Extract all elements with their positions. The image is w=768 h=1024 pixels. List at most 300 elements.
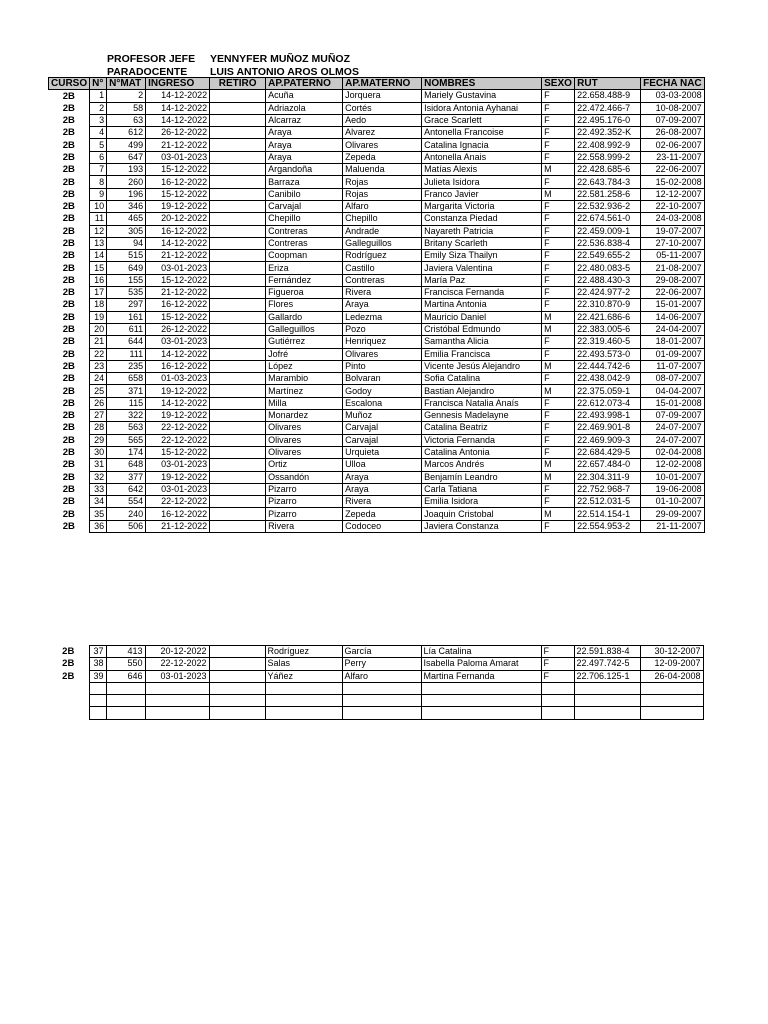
cell-fecha-nac: 10-08-2007 (641, 102, 705, 114)
cell-matricula: 648 (107, 459, 146, 471)
cell-curso: 2B (62, 176, 75, 188)
cell-ap-paterno: Gallardo (266, 311, 343, 323)
cell-numero: 25 (90, 385, 107, 397)
cell-ap-materno: Castillo (343, 262, 422, 274)
cell-retiro (210, 336, 266, 348)
cell-fecha-nac: 15-02-2008 (641, 176, 705, 188)
cell-rut: 22.706.125-1 (574, 670, 640, 682)
cell-fecha-nac: 22-10-2007 (641, 200, 705, 212)
cell-fecha-nac: 12-12-2007 (641, 188, 705, 200)
cell-ingreso: 26-12-2022 (146, 127, 210, 139)
cell-curso: 2B (62, 410, 75, 422)
cell-ap-materno: Escalona (343, 397, 422, 409)
cell-rut: 22.459.009-1 (575, 225, 641, 237)
cell-ingreso: 22-12-2022 (146, 434, 210, 446)
cell-ap-materno: Bolvaran (343, 373, 422, 385)
cell-numero (89, 707, 106, 719)
cell-nombres: Nayareth Patricia (422, 225, 542, 237)
cell-matricula (106, 695, 145, 707)
table-row (49, 385, 705, 397)
cell-rut: 22.480.083-5 (575, 262, 641, 274)
cell-ingreso: 21-12-2022 (146, 250, 210, 262)
cell-fecha-nac: 19-07-2007 (641, 225, 705, 237)
cell-curso (48, 707, 89, 719)
cell-retiro (210, 176, 266, 188)
cell-curso: 2B (62, 164, 75, 176)
cell-sexo: M (542, 459, 575, 471)
cell-ingreso: 15-12-2022 (146, 311, 210, 323)
cell-nombres: Marcos Andrés (422, 459, 542, 471)
cell-matricula: 658 (107, 373, 146, 385)
cell-fecha-nac: 30-12-2007 (640, 646, 703, 658)
cell-fecha-nac: 07-09-2007 (641, 410, 705, 422)
cell-rut: 22.319.460-5 (575, 336, 641, 348)
cell-ap-materno: Godoy (343, 385, 422, 397)
cell-curso: 2B (62, 508, 75, 520)
cell-sexo: F (542, 410, 575, 422)
cell-numero: 9 (90, 188, 107, 200)
cell-matricula: 94 (107, 237, 146, 249)
table-row (49, 237, 705, 249)
cell-fecha-nac: 21-11-2007 (641, 520, 705, 532)
table-row (49, 213, 705, 225)
cell-retiro (210, 237, 266, 249)
table-row (49, 262, 705, 274)
cell-numero: 38 (89, 658, 106, 670)
table-row (48, 646, 703, 658)
cell-fecha-nac: 15-01-2007 (641, 299, 705, 311)
cell-fecha-nac: 19-06-2008 (641, 483, 705, 495)
col-header-fecha-nac: FECHA NAC (641, 78, 705, 90)
cell-ap-materno: Rivera (343, 496, 422, 508)
cell-curso: 2B (62, 447, 75, 459)
cell-ap-paterno (265, 707, 342, 719)
cell-sexo: M (542, 360, 575, 372)
cell-matricula: 260 (107, 176, 146, 188)
cell-sexo: F (542, 262, 575, 274)
cell-numero: 4 (90, 127, 107, 139)
cell-ingreso: 22-12-2022 (145, 658, 209, 670)
cell-nombres: Cristóbal Edmundo (422, 323, 542, 335)
cell-rut: 22.469.901-8 (575, 422, 641, 434)
table-row (49, 90, 705, 102)
cell-sexo: F (542, 287, 575, 299)
cell-nombres: Grace Scarlett (422, 114, 542, 126)
cell-ap-paterno: Araya (266, 151, 343, 163)
cell-ap-materno (342, 682, 421, 694)
cell-ap-materno: Muñoz (343, 410, 422, 422)
cell-ingreso: 26-12-2022 (146, 323, 210, 335)
table-header-row (49, 78, 705, 90)
paradocente-name: LUIS ANTONIO AROS OLMOS (210, 66, 359, 78)
cell-matricula: 515 (107, 250, 146, 262)
cell-numero: 28 (90, 422, 107, 434)
cell-ap-materno: Alfaro (342, 670, 421, 682)
cell-numero: 19 (90, 311, 107, 323)
cell-ingreso: 20-12-2022 (145, 646, 209, 658)
cell-rut: 22.408.992-9 (575, 139, 641, 151)
cell-ingreso: 16-12-2022 (146, 508, 210, 520)
cell-ap-materno: Carvajal (343, 434, 422, 446)
cell-nombres: Emilia Francisca (422, 348, 542, 360)
cell-ap-materno: Rodríguez (343, 250, 422, 262)
cell-nombres: Isidora Antonia Ayhanai (422, 102, 542, 114)
table-row (49, 410, 705, 422)
cell-sexo: F (542, 373, 575, 385)
cell-ap-paterno: Pizarro (266, 508, 343, 520)
cell-ap-materno: Araya (343, 471, 422, 483)
cell-sexo: M (542, 323, 575, 335)
cell-retiro (210, 508, 266, 520)
cell-ap-materno: Ledezma (343, 311, 422, 323)
cell-ap-materno: Jorquera (343, 90, 422, 102)
cell-rut: 22.674.561-0 (575, 213, 641, 225)
cell-rut: 22.581.258-6 (575, 188, 641, 200)
cell-sexo: F (542, 520, 575, 532)
cell-nombres: Bastian Alejandro (422, 385, 542, 397)
table-row (49, 397, 705, 409)
cell-rut: 22.558.999-2 (575, 151, 641, 163)
cell-retiro (210, 151, 266, 163)
cell-rut: 22.493.573-0 (575, 348, 641, 360)
cell-fecha-nac: 12-09-2007 (640, 658, 703, 670)
cell-fecha-nac: 14-06-2007 (641, 311, 705, 323)
col-header-ap-materno: AP.MATERNO (343, 78, 422, 90)
cell-retiro (209, 658, 265, 670)
cell-sexo: F (542, 483, 575, 495)
cell-retiro (210, 213, 266, 225)
cell-ap-paterno: Flores (266, 299, 343, 311)
table-row (49, 164, 705, 176)
cell-nombres: Vicente Jesús Alejandro (422, 360, 542, 372)
cell-rut: 22.492.352-K (575, 127, 641, 139)
cell-fecha-nac: 15-01-2008 (641, 397, 705, 409)
cell-rut: 22.514.154-1 (575, 508, 641, 520)
cell-matricula: 174 (107, 446, 146, 458)
cell-ingreso: 15-12-2022 (146, 446, 210, 458)
cell-curso: 2B (62, 471, 75, 483)
cell-retiro (210, 262, 266, 274)
cell-sexo (541, 707, 574, 719)
cell-numero: 23 (90, 360, 107, 372)
cell-ap-materno: Aedo (343, 114, 422, 126)
cell-retiro (210, 520, 266, 532)
cell-fecha-nac: 22-06-2007 (641, 287, 705, 299)
cell-ap-materno: Rojas (343, 176, 422, 188)
cell-sexo: M (542, 188, 575, 200)
cell-sexo: M (542, 385, 575, 397)
cell-ingreso: 03-01-2023 (146, 459, 210, 471)
cell-matricula: 196 (107, 188, 146, 200)
cell-matricula: 535 (107, 287, 146, 299)
cell-ap-materno: Olivares (343, 348, 422, 360)
cell-nombres: Javiera Valentina (422, 262, 542, 274)
cell-ap-paterno: Araya (266, 127, 343, 139)
cell-rut: 22.438.042-9 (575, 373, 641, 385)
cell-nombres: Benjamín Leandro (422, 471, 542, 483)
cell-ap-materno: Araya (343, 483, 422, 495)
cell-retiro (210, 250, 266, 262)
cell-matricula: 563 (107, 422, 146, 434)
cell-matricula: 322 (107, 410, 146, 422)
cell-sexo: F (541, 670, 574, 682)
cell-sexo: F (542, 213, 575, 225)
cell-nombres: Franco Javier (422, 188, 542, 200)
cell-sexo: F (542, 434, 575, 446)
table-row (48, 670, 703, 682)
col-header-ap-paterno: AP.PATERNO (266, 78, 343, 90)
cell-retiro (210, 422, 266, 434)
cell-matricula: 506 (107, 520, 146, 532)
profesor-jefe-label: PROFESOR JEFE (107, 53, 196, 65)
cell-ingreso: 14-12-2022 (146, 102, 210, 114)
cell-numero: 16 (90, 274, 107, 286)
cell-matricula: 161 (107, 311, 146, 323)
cell-sexo: F (542, 139, 575, 151)
cell-retiro (210, 164, 266, 176)
cell-retiro (210, 311, 266, 323)
cell-retiro (210, 483, 266, 495)
cell-ap-paterno: Olivares (266, 422, 343, 434)
cell-numero: 34 (90, 496, 107, 508)
cell-ingreso: 14-12-2022 (146, 397, 210, 409)
table-row (49, 496, 705, 508)
cell-sexo: F (542, 151, 575, 163)
cell-ap-materno: Pozo (343, 323, 422, 335)
cell-curso: 2B (62, 151, 75, 163)
cell-rut: 22.488.430-3 (575, 274, 641, 286)
col-header-retiro: RETIRO (210, 78, 266, 90)
cell-matricula: 371 (107, 385, 146, 397)
cell-curso: 2B (62, 299, 75, 311)
cell-matricula: 642 (107, 483, 146, 495)
cell-ingreso: 01-03-2023 (146, 373, 210, 385)
table-row (49, 336, 705, 348)
table-row (49, 323, 705, 335)
cell-ap-paterno (265, 695, 342, 707)
cell-ap-materno: Alfaro (343, 200, 422, 212)
cell-matricula: 644 (107, 336, 146, 348)
cell-ap-paterno: Galleguillos (266, 323, 343, 335)
cell-curso (48, 695, 89, 707)
cell-retiro (210, 496, 266, 508)
cell-ap-materno (342, 695, 421, 707)
cell-ap-paterno: Rivera (266, 520, 343, 532)
cell-rut: 22.554.953-2 (575, 520, 641, 532)
cell-fecha-nac: 02-06-2007 (641, 139, 705, 151)
cell-retiro (210, 299, 266, 311)
cell-numero: 5 (90, 139, 107, 151)
cell-matricula: 565 (107, 434, 146, 446)
cell-numero: 33 (90, 483, 107, 495)
cell-curso: 2B (62, 646, 75, 658)
cell-matricula: 377 (107, 471, 146, 483)
cell-nombres: Emilia Isidora (422, 496, 542, 508)
cell-fecha-nac: 03-03-2008 (641, 90, 705, 102)
cell-nombres: Javiera Constanza (422, 520, 542, 532)
cell-curso: 2B (62, 274, 75, 286)
cell-ingreso: 19-12-2022 (146, 385, 210, 397)
cell-nombres: Mauricio Daniel (422, 311, 542, 323)
cell-rut: 22.532.936-2 (575, 200, 641, 212)
cell-nombres: Samantha Alicia (422, 336, 542, 348)
cell-ingreso: 19-12-2022 (146, 410, 210, 422)
cell-rut: 22.612.073-4 (575, 397, 641, 409)
cell-sexo: F (542, 348, 575, 360)
table-row (49, 520, 705, 532)
cell-ap-materno: Urquieta (343, 446, 422, 458)
cell-ap-paterno (265, 682, 342, 694)
cell-fecha-nac: 26-04-2008 (640, 670, 703, 682)
table-row (49, 127, 705, 139)
cell-nombres: Catalina Antonia (422, 446, 542, 458)
cell-retiro (209, 707, 265, 719)
cell-numero: 13 (90, 237, 107, 249)
cell-ap-paterno: Ossandón (266, 471, 343, 483)
cell-fecha-nac: 24-07-2007 (641, 422, 705, 434)
table-row (48, 695, 703, 707)
cell-ap-materno: Carvajal (343, 422, 422, 434)
cell-sexo: M (542, 471, 575, 483)
cell-matricula: 235 (107, 360, 146, 372)
cell-ingreso: 21-12-2022 (146, 287, 210, 299)
cell-fecha-nac: 01-09-2007 (641, 348, 705, 360)
cell-fecha-nac: 08-07-2007 (641, 373, 705, 385)
cell-rut (574, 682, 640, 694)
cell-numero: 3 (90, 114, 107, 126)
cell-curso: 2B (62, 115, 75, 127)
cell-numero: 32 (90, 471, 107, 483)
table-row (48, 707, 703, 719)
cell-sexo: F (542, 250, 575, 262)
cell-fecha-nac (640, 682, 703, 694)
cell-matricula: 612 (107, 127, 146, 139)
cell-retiro (210, 127, 266, 139)
cell-numero: 26 (90, 397, 107, 409)
cell-nombres: María Paz (422, 274, 542, 286)
cell-curso: 2B (62, 311, 75, 323)
cell-ap-materno: Rivera (343, 287, 422, 299)
cell-sexo (541, 695, 574, 707)
cell-matricula: 111 (107, 348, 146, 360)
table-row (49, 508, 705, 520)
cell-ingreso: 16-12-2022 (146, 360, 210, 372)
cell-matricula (106, 682, 145, 694)
cell-fecha-nac: 18-01-2007 (641, 336, 705, 348)
cell-fecha-nac: 22-06-2007 (641, 164, 705, 176)
table-row (49, 434, 705, 446)
cell-sexo: F (542, 102, 575, 114)
cell-rut: 22.383.005-6 (575, 323, 641, 335)
cell-curso: 2B (62, 127, 75, 139)
cell-fecha-nac: 29-09-2007 (641, 508, 705, 520)
cell-retiro (210, 139, 266, 151)
cell-ap-materno: Contreras (343, 274, 422, 286)
cell-retiro (210, 471, 266, 483)
cell-sexo: F (542, 90, 575, 102)
cell-rut: 22.472.466-7 (575, 102, 641, 114)
cell-curso: 2B (62, 287, 75, 299)
cell-retiro (210, 188, 266, 200)
cell-retiro (210, 102, 266, 114)
cell-ap-paterno: López (266, 360, 343, 372)
table-row (49, 446, 705, 458)
cell-ingreso: 20-12-2022 (146, 213, 210, 225)
cell-fecha-nac: 24-04-2007 (641, 323, 705, 335)
cell-nombres: Gennesis Madelayne (422, 410, 542, 422)
cell-nombres: Emily Siza Thailyn (422, 250, 542, 262)
cell-rut: 22.657.484-0 (575, 459, 641, 471)
cell-rut: 22.658.488-9 (575, 90, 641, 102)
cell-ap-paterno: Monardez (266, 410, 343, 422)
cell-matricula: 2 (107, 90, 146, 102)
cell-curso: 2B (62, 483, 75, 495)
col-header-numero: N° (90, 78, 107, 90)
cell-ingreso: 03-01-2023 (146, 151, 210, 163)
cell-ingreso: 15-12-2022 (146, 188, 210, 200)
cell-ap-paterno: Acuña (266, 90, 343, 102)
cell-retiro (210, 459, 266, 471)
cell-rut: 22.375.059-1 (575, 385, 641, 397)
cell-matricula: 649 (107, 262, 146, 274)
cell-numero: 2 (90, 102, 107, 114)
cell-nombres: Antonella Anais (422, 151, 542, 163)
cell-ap-paterno: Araya (266, 139, 343, 151)
table-row (49, 459, 705, 471)
cell-numero: 24 (90, 373, 107, 385)
cell-fecha-nac: 01-10-2007 (641, 496, 705, 508)
cell-ingreso (145, 695, 209, 707)
cell-matricula: 611 (107, 323, 146, 335)
cell-ap-materno: Araya (343, 299, 422, 311)
cell-ap-paterno: Pizarro (266, 483, 343, 495)
cell-ingreso: 15-12-2022 (146, 164, 210, 176)
cell-curso: 2B (62, 496, 75, 508)
table-row (49, 311, 705, 323)
cell-nombres: Martina Antonia (422, 299, 542, 311)
table-row (49, 471, 705, 483)
cell-fecha-nac: 24-03-2008 (641, 213, 705, 225)
cell-retiro (210, 410, 266, 422)
cell-rut: 22.444.742-6 (575, 360, 641, 372)
cell-ingreso: 03-01-2023 (146, 483, 210, 495)
table-row (49, 102, 705, 114)
roster-body-continued (48, 646, 703, 720)
cell-numero (89, 695, 106, 707)
cell-rut: 22.512.031-5 (575, 496, 641, 508)
cell-numero: 6 (90, 151, 107, 163)
cell-sexo: F (541, 658, 574, 670)
cell-ingreso: 22-12-2022 (146, 496, 210, 508)
cell-ingreso: 03-01-2023 (146, 262, 210, 274)
cell-ap-materno: Alvarez (343, 127, 422, 139)
profesor-jefe-name: YENNYFER MUÑOZ MUÑOZ (210, 53, 350, 65)
cell-ap-paterno: Marambio (266, 373, 343, 385)
cell-rut: 22.752.968-7 (575, 483, 641, 495)
table-row (49, 188, 705, 200)
cell-nombres (421, 695, 541, 707)
cell-rut: 22.421.686-6 (575, 311, 641, 323)
cell-fecha-nac: 10-01-2007 (641, 471, 705, 483)
cell-matricula: 465 (107, 213, 146, 225)
cell-sexo: F (542, 114, 575, 126)
cell-nombres: Isabella Paloma Amarat (421, 658, 541, 670)
cell-matricula: 193 (107, 164, 146, 176)
cell-ingreso: 22-12-2022 (146, 422, 210, 434)
cell-ap-paterno: Gutiérrez (266, 336, 343, 348)
cell-sexo: F (542, 237, 575, 249)
cell-sexo: F (542, 299, 575, 311)
